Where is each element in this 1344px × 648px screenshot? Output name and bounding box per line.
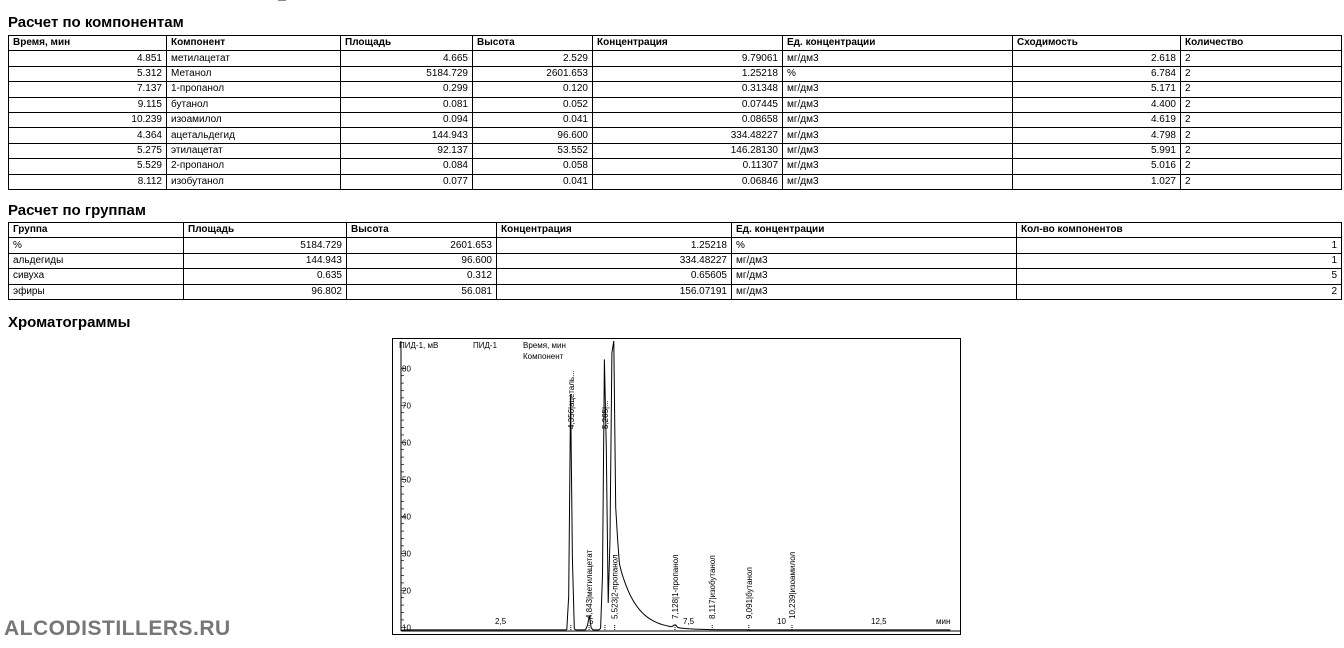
groups-cell: 144.943 [184, 253, 347, 268]
components-cell: 4.364 [9, 128, 167, 143]
y-axis-label: ПИД-1, мВ [399, 341, 439, 350]
components-cell: 2 [1181, 66, 1342, 81]
groups-cell: % [732, 238, 1017, 253]
chromatogram-plot [392, 338, 961, 635]
components-table [8, 35, 1342, 190]
components-cell: бутанол [167, 97, 341, 112]
components-cell: 5184.729 [341, 66, 473, 81]
components-header-cell: Компонент [167, 36, 341, 51]
components-cell: 7.137 [9, 82, 167, 97]
components-cell: 0.077 [341, 174, 473, 189]
components-cell: 10.239 [9, 112, 167, 127]
components-cell: 2 [1181, 143, 1342, 158]
groups-body [9, 238, 1342, 300]
components-header-cell: Сходимость [1013, 36, 1181, 51]
legend-component-label: Компонент [523, 352, 564, 361]
groups-cell: 0.65605 [497, 269, 732, 284]
y-tick-label: 20 [402, 586, 411, 596]
components-cell: 0.081 [341, 97, 473, 112]
groups-header-cell: Ед. концентрации [732, 223, 1017, 238]
peak-label: 7,128|1-пропанол [671, 554, 681, 619]
peak-label: 5,265|... [600, 400, 610, 429]
components-cell: 1.027 [1013, 174, 1181, 189]
groups-header-cell: Высота [347, 223, 497, 238]
groups-cell: 5184.729 [184, 238, 347, 253]
components-cell: 2.618 [1013, 51, 1181, 66]
components-cell: 1.25218 [593, 66, 783, 81]
components-cell: 9.79061 [593, 51, 783, 66]
groups-header-row [9, 223, 1342, 238]
components-header-row [9, 36, 1342, 51]
components-cell: 4.798 [1013, 128, 1181, 143]
components-cell: 8.112 [9, 174, 167, 189]
y-ticks [401, 364, 411, 634]
components-cell: 2601.653 [473, 66, 593, 81]
components-cell: 0.041 [473, 112, 593, 127]
components-cell: 96.600 [473, 128, 593, 143]
components-header-cell: Высота [473, 36, 593, 51]
groups-row [9, 238, 1342, 253]
components-cell: Метанол [167, 66, 341, 81]
components-cell: 9.115 [9, 97, 167, 112]
components-cell: 5.991 [1013, 143, 1181, 158]
y-tick-label: 30 [402, 549, 411, 559]
legend-time-label: Время, мин [523, 341, 566, 350]
groups-header-cell: Площадь [184, 223, 347, 238]
components-cell: 2 [1181, 51, 1342, 66]
components-cell: ацетальдегид [167, 128, 341, 143]
components-cell: 0.052 [473, 97, 593, 112]
peak-label: 10,239|изоамилол [787, 551, 797, 619]
x-tick-label: 7,5 [683, 617, 695, 626]
components-cell: 0.058 [473, 159, 593, 174]
components-cell: 4.400 [1013, 97, 1181, 112]
components-header-cell: Площадь [341, 36, 473, 51]
channel-label: ПИД-1 [473, 341, 498, 350]
components-cell: 2 [1181, 97, 1342, 112]
components-cell: мг/дм3 [783, 143, 1013, 158]
y-tick-label: 40 [402, 512, 411, 522]
x-unit-label: мин [936, 617, 951, 626]
groups-cell: 96.600 [347, 253, 497, 268]
components-cell: мг/дм3 [783, 51, 1013, 66]
x-tick-label: 5 [589, 617, 594, 626]
components-cell: 0.299 [341, 82, 473, 97]
components-cell: метилацетат [167, 51, 341, 66]
groups-cell: 56.081 [347, 284, 497, 299]
chromatogram-svg [393, 339, 960, 634]
components-cell: 4.665 [341, 51, 473, 66]
groups-cell: 0.312 [347, 269, 497, 284]
components-cell: 0.06846 [593, 174, 783, 189]
components-cell: мг/дм3 [783, 112, 1013, 127]
components-cell: 2 [1181, 128, 1342, 143]
components-cell: 4.851 [9, 51, 167, 66]
groups-row [9, 284, 1342, 299]
groups-cell: мг/дм3 [732, 269, 1017, 284]
groups-cell: 2 [1017, 284, 1342, 299]
groups-cell: мг/дм3 [732, 284, 1017, 299]
components-header-cell: Ед. концентрации [783, 36, 1013, 51]
groups-cell: % [9, 238, 184, 253]
components-row [9, 66, 1342, 81]
groups-header-cell: Кол-во компонентов [1017, 223, 1342, 238]
groups-cell: 1 [1017, 253, 1342, 268]
groups-cell: 2601.653 [347, 238, 497, 253]
groups-section-title: Расчет по группам [8, 202, 146, 219]
components-cell: мг/дм3 [783, 82, 1013, 97]
groups-cell: 0.635 [184, 269, 347, 284]
components-cell: 0.31348 [593, 82, 783, 97]
components-cell: 5.312 [9, 66, 167, 81]
peak-labels [567, 370, 797, 631]
x-tick-label: 2,5 [495, 617, 507, 626]
components-cell: 5.016 [1013, 159, 1181, 174]
components-section-title: Расчет по компонентам [8, 14, 184, 31]
components-cell: 146.28130 [593, 143, 783, 158]
groups-cell: 96.802 [184, 284, 347, 299]
groups-row [9, 269, 1342, 284]
groups-cell: 156.07191 [497, 284, 732, 299]
groups-row [9, 253, 1342, 268]
groups-header-cell: Концентрация [497, 223, 732, 238]
components-header-cell: Концентрация [593, 36, 783, 51]
components-row [9, 159, 1342, 174]
components-cell: мг/дм3 [783, 97, 1013, 112]
groups-cell: сивуха [9, 269, 184, 284]
groups-cell: 1 [1017, 238, 1342, 253]
components-cell: 2 [1181, 174, 1342, 189]
peak-label: 5,523|2-пропанол [610, 554, 620, 619]
components-cell: 53.552 [473, 143, 593, 158]
components-cell: 0.041 [473, 174, 593, 189]
components-row [9, 143, 1342, 158]
groups-cell: эфиры [9, 284, 184, 299]
groups-table [8, 222, 1342, 300]
components-cell: мг/дм3 [783, 174, 1013, 189]
components-cell: 0.07445 [593, 97, 783, 112]
components-header-cell: Время, мин [9, 36, 167, 51]
components-cell: 0.094 [341, 112, 473, 127]
peak-label: 4,843|метилацетат [585, 549, 595, 619]
components-cell: этилацетат [167, 143, 341, 158]
components-cell: 0.11307 [593, 159, 783, 174]
components-cell: 5.171 [1013, 82, 1181, 97]
x-ticks [495, 617, 887, 626]
peak-label: 8,117|изобутанол [708, 555, 718, 619]
components-cell: 2.529 [473, 51, 593, 66]
components-cell: 144.943 [341, 128, 473, 143]
components-row [9, 112, 1342, 127]
x-tick-label: 10 [777, 617, 786, 626]
components-cell: 1-пропанол [167, 82, 341, 97]
watermark: ALCODISTILLERS.RU [4, 617, 231, 640]
components-cell: 2-пропанол [167, 159, 341, 174]
groups-cell: 1.25218 [497, 238, 732, 253]
components-cell: 2 [1181, 159, 1342, 174]
y-tick-label: 70 [402, 401, 411, 411]
components-cell: 0.084 [341, 159, 473, 174]
components-header-cell: Количество [1181, 36, 1342, 51]
top-rule [278, 0, 286, 1]
y-tick-label: 60 [402, 438, 411, 448]
components-cell: 2 [1181, 82, 1342, 97]
peak-label: 9,091|бутанол [744, 567, 754, 619]
groups-cell: мг/дм3 [732, 253, 1017, 268]
components-cell: 92.137 [341, 143, 473, 158]
components-cell: 0.08658 [593, 112, 783, 127]
components-cell: % [783, 66, 1013, 81]
y-tick-label: 80 [402, 364, 411, 374]
components-cell: 5.529 [9, 159, 167, 174]
components-cell: 4.619 [1013, 112, 1181, 127]
y-tick-label: 10 [402, 623, 411, 633]
components-row [9, 128, 1342, 143]
components-cell: изоамилол [167, 112, 341, 127]
components-cell: 334.48227 [593, 128, 783, 143]
components-cell: 0.120 [473, 82, 593, 97]
y-tick-label: 50 [402, 475, 411, 485]
chromatograms-section-title: Хроматограммы [8, 314, 131, 331]
components-cell: 6.784 [1013, 66, 1181, 81]
groups-cell: альдегиды [9, 253, 184, 268]
groups-cell: 334.48227 [497, 253, 732, 268]
components-row [9, 174, 1342, 189]
components-cell: изобутанол [167, 174, 341, 189]
components-cell: 5.275 [9, 143, 167, 158]
components-row [9, 82, 1342, 97]
components-body [9, 51, 1342, 190]
x-tick-label: 12,5 [871, 617, 887, 626]
components-row [9, 97, 1342, 112]
components-cell: 2 [1181, 112, 1342, 127]
components-cell: мг/дм3 [783, 128, 1013, 143]
peak-label: 4,356|ацеталь... [566, 370, 576, 429]
components-cell: мг/дм3 [783, 159, 1013, 174]
components-row [9, 51, 1342, 66]
groups-cell: 5 [1017, 269, 1342, 284]
groups-header-cell: Группа [9, 223, 184, 238]
